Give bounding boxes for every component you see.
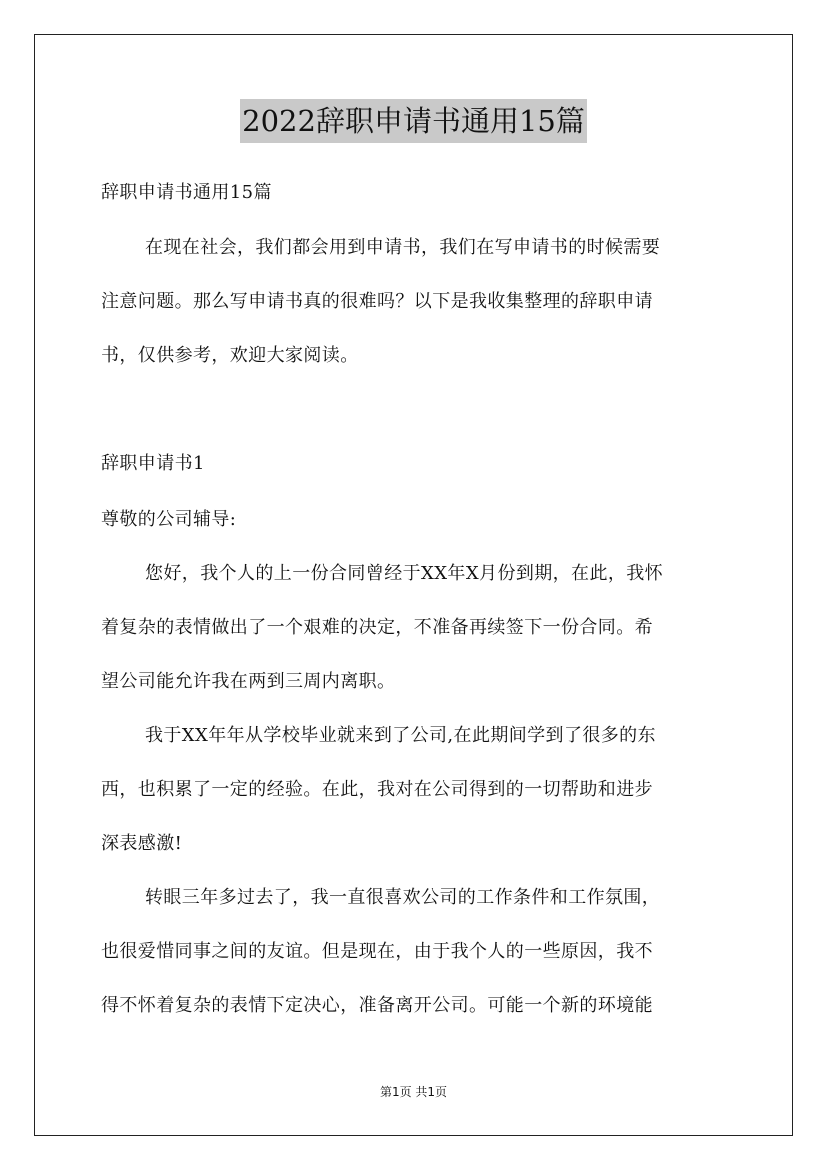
page-number-footer: 第1页 共1页 [379,1085,448,1099]
paragraph3-line-2: 也很爱惜同事之间的友谊。但是现在，由于我个人的一些原因，我不 [101,941,653,962]
intro-line-3: 书，仅供参考，欢迎大家阅读。 [101,345,359,366]
document-title-text: 2022辞职申请书通用15篇 [240,99,587,143]
salutation: 尊敬的公司辅导: [101,509,237,530]
section-heading: 辞职申请书1 [101,453,205,474]
paragraph3-line-3: 得不怀着复杂的表情下定决心，准备离开公司。可能一个新的环境能 [101,995,653,1016]
document-subtitle: 辞职申请书通用15篇 [101,182,272,203]
paragraph3-line-1: 转眼三年多过去了，我一直很喜欢公司的工作条件和工作氛围， [145,887,661,908]
paragraph2-line-3: 深表感激! [101,833,183,854]
intro-line-1: 在现在社会，我们都会用到申请书，我们在写申请书的时候需要 [145,237,661,258]
paragraph1-line-2: 着复杂的表情做出了一个艰难的决定，不准备再续签下一份合同。希 [101,617,653,638]
paragraph2-line-2: 西，也积累了一定的经验。在此，我对在公司得到的一切帮助和进步 [101,779,653,800]
document-title [0,96,827,146]
paragraph1-line-3: 望公司能允许我在两到三周内离职。 [101,671,396,692]
paragraph2-line-1: 我于XX年年从学校毕业就来到了公司,在此期间学到了很多的东 [145,725,656,746]
paragraph1-line-1: 您好，我个人的上一份合同曾经于XX年X月份到期，在此，我怀 [145,563,664,584]
intro-line-2: 注意问题。那么写申请书真的很难吗？以下是我收集整理的辞职申请 [101,291,653,312]
